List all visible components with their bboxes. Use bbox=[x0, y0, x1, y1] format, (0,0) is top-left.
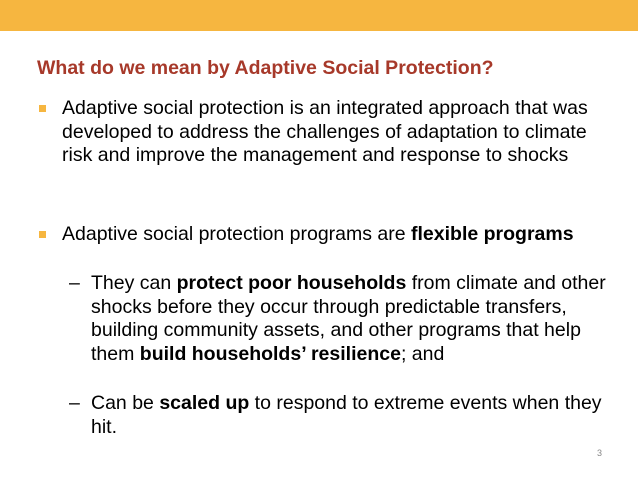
bullet-text-part: Adaptive social protection programs are bbox=[62, 223, 412, 245]
sub-text-part: Can be bbox=[91, 392, 160, 414]
bullet-text-bold: flexible programs bbox=[411, 223, 574, 245]
sub-text-bold: scaled up bbox=[159, 392, 250, 414]
top-accent-bar bbox=[0, 0, 638, 31]
sub-text-part: to respond to extreme events when they hit. bbox=[91, 392, 602, 438]
sub-bullet-text bbox=[91, 392, 611, 439]
slide-title: What do we mean by Adaptive Social Protection? bbox=[37, 57, 494, 79]
bullet-text bbox=[62, 223, 622, 247]
sub-text-part: They can bbox=[91, 272, 177, 294]
dash-bullet: – bbox=[69, 392, 80, 414]
bullet-text: Adaptive social protection is an integrated approach that was developed to address the challenges of adaptation to climate risk and improve the management and response to shocks bbox=[62, 97, 588, 166]
sub-bullet-text bbox=[91, 272, 611, 366]
sub-text-bold: build households’ resilience bbox=[139, 342, 401, 365]
square-bullet-icon bbox=[39, 105, 46, 112]
square-bullet-icon bbox=[39, 231, 46, 238]
page-number: 3 bbox=[596, 448, 602, 458]
sub-text-part: from climate and other shocks before they occur through predictable transfers, building community assets, and other programs that help them bbox=[91, 272, 606, 365]
sub-text-part: ; and bbox=[400, 342, 445, 365]
dash-bullet: – bbox=[69, 272, 80, 294]
sub-text-bold: protect poor households bbox=[176, 272, 407, 294]
